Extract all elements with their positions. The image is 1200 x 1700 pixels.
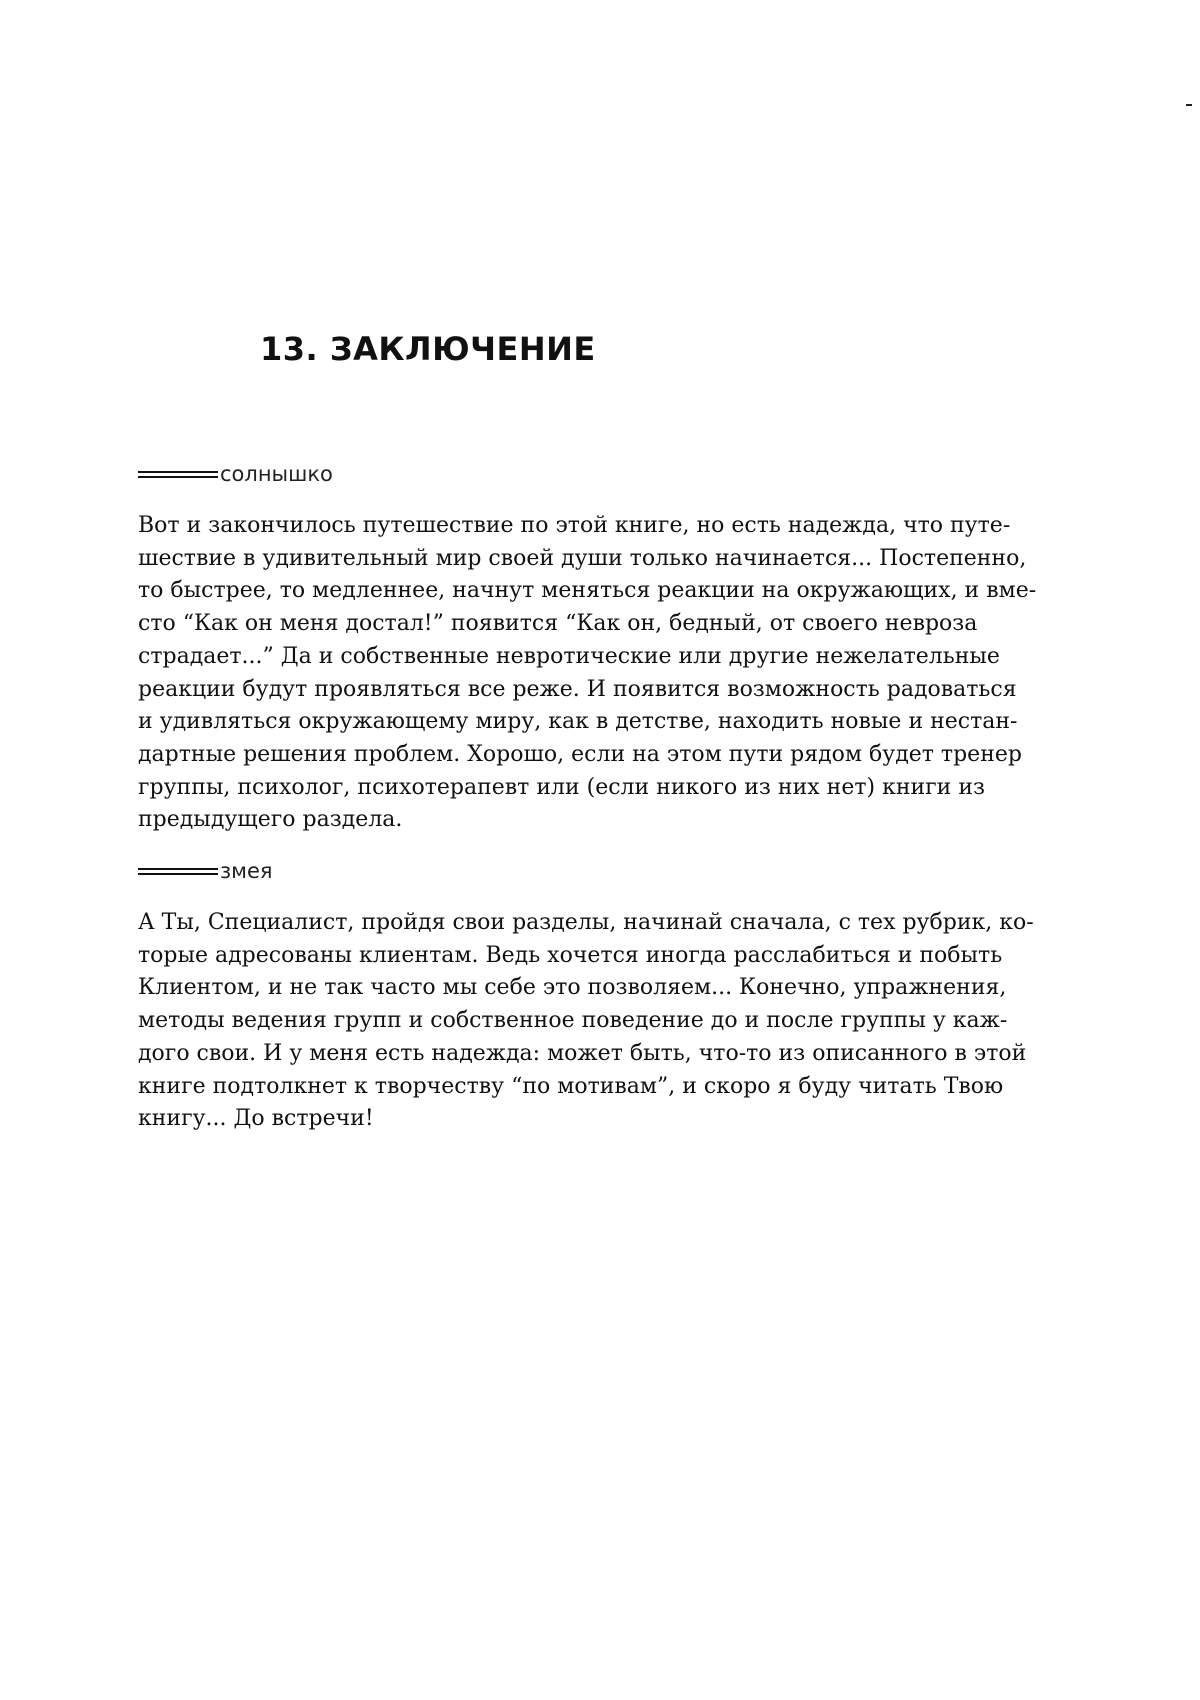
section-marker-label: змея — [220, 859, 273, 883]
section-marker-label: солнышко — [220, 462, 333, 486]
section-marker — [138, 859, 1073, 883]
paragraph-line: методы ведения групп и собственное поведение до и после группы у каж- — [138, 1008, 1008, 1034]
section-sun — [138, 462, 1073, 837]
paragraph-line: А Ты, Специалист, пройдя свои разделы, начинай сначала, с тех рубрик, ко- — [138, 910, 1034, 935]
paragraph-line: предыдущего раздела. — [138, 807, 403, 833]
paragraph-line: сто “Как он меня достал!” появится “Как он, бедный, от своего невроза — [138, 611, 978, 637]
paragraph-line: Вот и закончилось путешествие по этой книге, но есть надежда, что путе- — [138, 513, 1011, 538]
chapter-title: 13. ЗАКЛЮЧЕНИЕ — [260, 330, 596, 368]
double-rule-icon — [138, 471, 218, 478]
section-snake — [138, 859, 1073, 1136]
paragraph-line: книгу... До встречи! — [138, 1106, 374, 1132]
paragraph-line: страдает...” Да и собственные невротические или другие нежелательные — [138, 643, 1000, 669]
paragraph-line: книге подтолкнет к творчеству “по мотивам”, и скоро я буду читать Твою — [138, 1073, 1004, 1099]
paragraph-line: то быстрее, то медленнее, начнут меняться реакции на окружающих, и вме- — [138, 578, 1037, 604]
paragraph-line: торые адресованы клиентам. Ведь хочется иногда расслабиться и побыть — [138, 942, 1003, 968]
paragraph-line: и удивляться окружающему миру, как в детстве, находить новые и нестан- — [138, 709, 1018, 735]
body-paragraph — [138, 907, 1073, 1136]
corner-tick-mark — [1186, 104, 1192, 106]
paragraph-line: дого свои. И у меня есть надежда: может быть, что-то из описанного в этой — [138, 1040, 1027, 1066]
paragraph-line: реакции будут проявляться все реже. И появится возможность радоваться — [138, 676, 1017, 702]
paragraph-line: группы, психолог, психотерапевт или (если никого из них нет) книги из — [138, 774, 985, 800]
paragraph-line: Клиентом, и не так часто мы себе это позволяем... Конечно, упражнения, — [138, 975, 1007, 1001]
double-rule-icon — [138, 868, 218, 875]
paragraph-line: шествие в удивительный мир своей души только начинается... Постепенно, — [138, 545, 1027, 571]
paragraph-line: дартные решения проблем. Хорошо, если на этом пути рядом будет тренер — [138, 741, 1022, 767]
section-marker — [138, 462, 1073, 486]
body-paragraph — [138, 510, 1073, 837]
